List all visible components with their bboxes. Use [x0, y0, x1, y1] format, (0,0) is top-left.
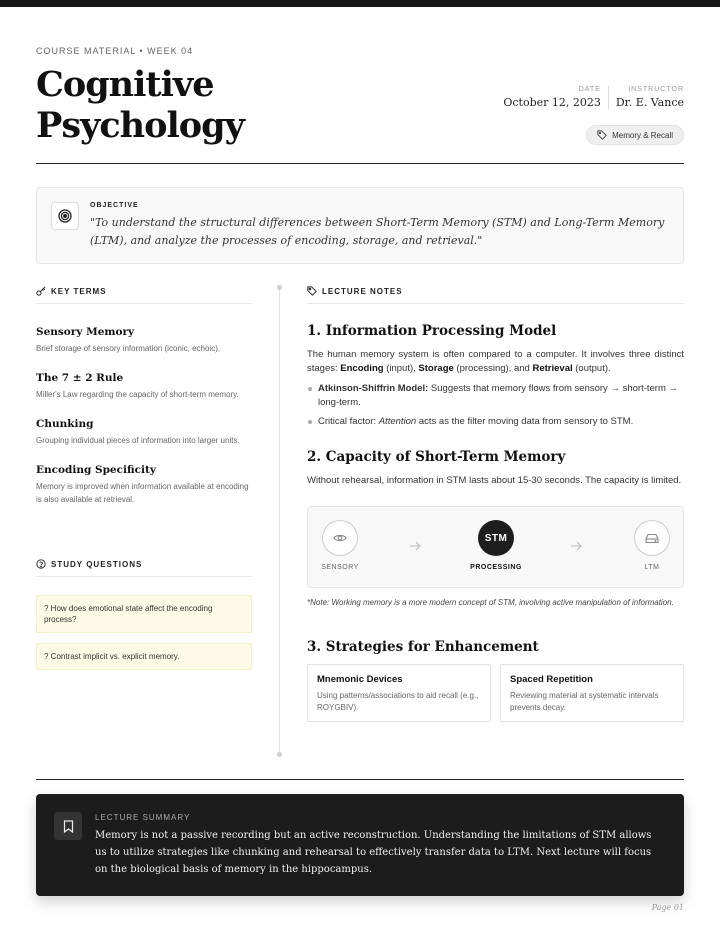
- term-definition: Miller's Law regarding the capacity of short-term memory.: [36, 390, 239, 399]
- ltm-label: LTM: [644, 564, 660, 571]
- strategy-cards: [307, 664, 684, 722]
- term-definition: Grouping individual pieces of information into larger units.: [36, 436, 240, 445]
- instructor-value: Dr. E. Vance: [615, 96, 684, 109]
- strategy-card-description: Using patterns/associations to aid recall (e.g., ROYGBIV).: [317, 691, 479, 712]
- key-terms-column: [36, 286, 252, 506]
- term-item: [36, 418, 252, 447]
- date-block: [503, 86, 609, 109]
- bookmark-icon: [54, 812, 82, 840]
- top-bar: [0, 0, 720, 7]
- processing-label: PROCESSING: [470, 564, 522, 571]
- term-item: [36, 464, 252, 506]
- question-card: ? How does emotional state affect the encoding process?: [36, 595, 252, 633]
- study-questions-heading: [36, 559, 252, 577]
- storage-drive-icon: [645, 533, 659, 544]
- sensory-node: [322, 520, 358, 556]
- objective-text: "To understand the structural differences between Short-Term Memory (STM) and Long-Term Memory (LTM), and analyze the processes of encoding, storage, and retrieval.": [90, 216, 665, 247]
- divider-dot: [277, 285, 282, 290]
- topic-tag-label: Memory & Recall: [612, 130, 673, 140]
- study-questions-section: [36, 559, 252, 670]
- summary-label: LECTURE SUMMARY: [95, 813, 191, 822]
- term-name: Chunking: [36, 418, 94, 430]
- target-icon: [51, 202, 79, 230]
- study-questions-heading-label: STUDY QUESTIONS: [51, 559, 143, 569]
- section-1-paragraph: The human memory system is often compared to a computer. It involves three distinct stages: Encoding (input), Storage (processing), and Retrieval (output).: [307, 349, 684, 374]
- key-terms-heading: [36, 286, 252, 304]
- memory-flow-diagram: [307, 506, 684, 588]
- summary-divider: [36, 779, 684, 780]
- header-divider: [36, 163, 684, 164]
- strategy-card-title: Mnemonic Devices: [317, 674, 403, 685]
- key-terms-heading-label: KEY TERMS: [51, 286, 107, 296]
- topic-tag[interactable]: [586, 125, 684, 145]
- tag-icon: [597, 130, 607, 140]
- course-eyebrow: COURSE MATERIAL • WEEK 04: [36, 46, 194, 56]
- objective-label: OBJECTIVE: [90, 202, 139, 209]
- lecture-notes-column: [307, 286, 684, 712]
- strategy-card: [500, 664, 684, 722]
- instructor-label: INSTRUCTOR: [628, 86, 684, 93]
- column-divider: [279, 287, 280, 754]
- divider-dot: [277, 752, 282, 757]
- arrow-right-icon: [409, 541, 421, 551]
- strategy-card-description: Reviewing material at systematic intervals prevents decay.: [510, 691, 659, 712]
- ltm-node: [634, 520, 670, 556]
- term-name: The 7 ± 2 Rule: [36, 372, 124, 384]
- objective-panel: [36, 187, 684, 264]
- term-item: [36, 372, 252, 401]
- term-definition: Brief storage of sensory information (iconic, echoic).: [36, 344, 221, 353]
- strategy-card-title: Spaced Repetition: [510, 674, 593, 685]
- section-3-title: 3. Strategies for Enhancement: [307, 639, 539, 655]
- term-item: [36, 326, 252, 355]
- key-icon: [36, 286, 46, 296]
- term-definition: Memory is improved when information available at encoding is also available at retrieval.: [36, 482, 249, 504]
- header-meta: [503, 86, 684, 109]
- stm-node: STM: [478, 520, 514, 556]
- strategy-card: [307, 664, 491, 722]
- list-item: Atkinson-Shiffrin Model: Suggests that memory flows from sensory → short-term → long-term.: [307, 382, 684, 410]
- list-item: Critical factor: Attention acts as the filter moving data from sensory to STM.: [307, 415, 684, 429]
- section-1-bullets: [307, 382, 684, 429]
- instructor-block: [609, 86, 684, 109]
- tag-icon: [307, 286, 317, 296]
- summary-text: Memory is not a passive recording but an active reconstruction. Understanding the limitations of STM allows us to utilize strategies like chunking and rehearsal to effectively transfer data to LTM. Next lecture will focus on the biological basis of memory in the hippocampus.: [95, 830, 652, 875]
- working-memory-note: *Note: Working memory is a more modern concept of STM, involving active manipulation of information.: [307, 598, 674, 607]
- section-2-title: 2. Capacity of Short-Term Memory: [307, 449, 566, 465]
- eye-icon: [333, 533, 347, 543]
- date-value: October 12, 2023: [503, 96, 601, 109]
- term-name: Encoding Specificity: [36, 464, 156, 476]
- lecture-notes-heading-label: LECTURE NOTES: [322, 286, 403, 296]
- term-name: Sensory Memory: [36, 326, 135, 338]
- section-2-paragraph: Without rehearsal, information in STM lasts about 15-30 seconds. The capacity is limited.: [307, 475, 682, 486]
- page-number: Page 01: [651, 903, 684, 912]
- page-title: [36, 64, 244, 146]
- lecture-summary-panel: [36, 794, 684, 896]
- question-card: ? Contrast implicit vs. explicit memory.: [36, 643, 252, 670]
- help-circle-icon: [36, 559, 46, 569]
- title-line-1: Cognitive: [36, 64, 214, 105]
- title-line-2: Psychology: [36, 105, 244, 146]
- date-label: DATE: [578, 86, 601, 93]
- section-1-title: 1. Information Processing Model: [307, 323, 557, 339]
- sensory-label: SENSORY: [321, 564, 359, 571]
- lecture-notes-heading: [307, 286, 684, 304]
- arrow-right-icon: [570, 541, 582, 551]
